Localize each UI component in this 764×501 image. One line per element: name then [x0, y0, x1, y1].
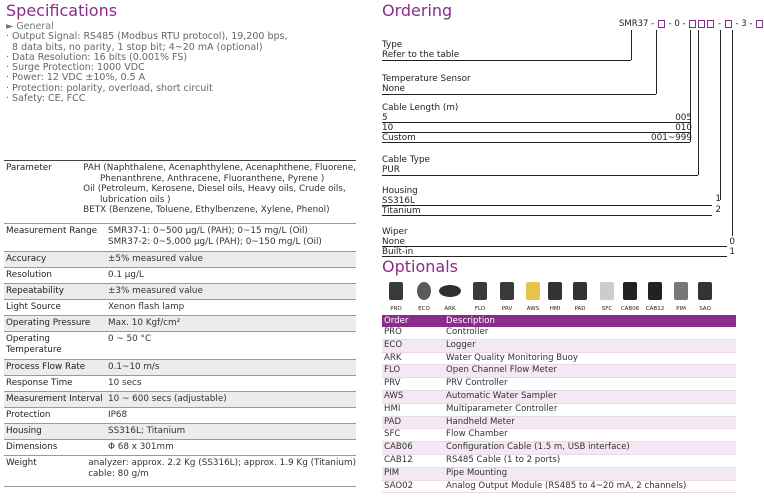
- cable-length-label: Cable Length (m): [382, 103, 459, 113]
- spec-value: 0 ~ 50 °C: [108, 334, 152, 344]
- wiper-builtin-code: 1: [729, 247, 735, 257]
- spec-row: [4, 408, 356, 424]
- optional-description: Analog Output Module (RS485 to 4~20 mA, 2 channels): [446, 480, 687, 491]
- spec-value: IP68: [108, 410, 128, 420]
- housing-titanium: Titanium: [382, 206, 421, 216]
- optional-description: Automatic Water Sampler: [446, 390, 557, 401]
- optional-description: Controller: [446, 327, 489, 337]
- spec-general-heading: ► General: [6, 21, 54, 32]
- spec-key: Measurement Interval: [6, 394, 103, 404]
- icon-label: FLO: [474, 306, 486, 312]
- spec-key: Process Flow Rate: [6, 362, 86, 372]
- icon-label: SFC: [601, 306, 613, 312]
- optional-row: [382, 340, 736, 353]
- sao-icon: [694, 279, 716, 303]
- spec-value: analyzer: approx. 2.2 Kg (SS316L); approx. 1.9 Kg (Titanium): [88, 458, 356, 468]
- spec-row: [4, 332, 356, 360]
- type-ref: Refer to the table: [382, 50, 460, 60]
- cab06-icon: [619, 279, 641, 303]
- spec-key: Operating Pressure: [6, 318, 91, 328]
- cable-type-label: Cable Type: [382, 155, 430, 165]
- optional-row: [382, 442, 736, 455]
- cable-type-pur: PUR: [382, 165, 400, 175]
- spec-bullet: · Protection: polarity, overload, short circuit: [6, 82, 213, 94]
- spec-row: [4, 440, 356, 456]
- spec-value: 10 secs: [108, 378, 142, 388]
- sfc-icon: [596, 279, 618, 303]
- spec-value: BETX (Benzene, Toluene, Ethylbenzene, Xylene, Phenol): [83, 205, 330, 216]
- spec-row: [4, 224, 356, 252]
- spec-value: ±5% measured value: [108, 254, 203, 264]
- optionals-title: Optionals: [382, 257, 458, 276]
- ark-icon: [439, 279, 461, 303]
- specifications-title: Specifications: [6, 1, 118, 20]
- cable-length-10-code: 010: [675, 123, 692, 133]
- spec-value: 10 ~ 600 secs (adjustable): [108, 394, 227, 404]
- optional-code: CAB06: [384, 442, 413, 453]
- optional-description: Open Channel Flow Meter: [446, 365, 557, 376]
- pim-icon: [670, 279, 692, 303]
- spec-value: SMR37-1: 0~500 μg/L (PAH); 0~15 mg/L (Oil): [108, 226, 308, 236]
- optional-row: [382, 353, 736, 366]
- spec-row: [4, 360, 356, 376]
- order-code-mid: - 0 -: [668, 19, 686, 29]
- optional-code: SFC: [384, 429, 401, 440]
- spec-bullet-list: [6, 32, 366, 104]
- spec-summary: [6, 22, 366, 104]
- ordering-title: Ordering: [382, 1, 453, 20]
- spec-key: Housing: [6, 426, 42, 436]
- pad-icon: [569, 279, 591, 303]
- wiper-none-code: 0: [729, 237, 735, 247]
- spec-value: Φ 68 x 301mm: [108, 442, 174, 452]
- spec-key: Light Source: [6, 302, 61, 312]
- wiper-none: None: [382, 237, 405, 247]
- icon-label: PRO: [390, 306, 402, 312]
- optional-description: Logger: [446, 339, 476, 350]
- header-description: Description: [446, 316, 495, 326]
- optional-row: [382, 378, 736, 391]
- spec-value: Phenanthrene, Anthracene, Fluoranthene, Pyrene ): [83, 173, 325, 184]
- optional-row: [382, 455, 736, 468]
- spec-value: ±3% measured value: [108, 286, 203, 296]
- spec-key: Accuracy: [6, 254, 47, 264]
- optional-description: Pipe Mounting: [446, 467, 508, 478]
- optional-description: RS485 Cable (1 to 2 ports): [446, 454, 561, 465]
- optional-code: PRO: [384, 327, 402, 337]
- optional-code: CAB12: [384, 454, 413, 465]
- optional-description: Handheld Meter: [446, 416, 515, 427]
- optional-code: PIM: [384, 467, 400, 478]
- cable-length-5: 5: [382, 113, 388, 123]
- cable-length-10: 10: [382, 123, 394, 133]
- spec-row: [4, 284, 356, 300]
- optional-row: [382, 391, 736, 404]
- pro-icon: [385, 279, 407, 303]
- spec-value: SMR37-2: 0~5,000 μg/L (PAH); 0~150 mg/L (Oil): [108, 236, 322, 247]
- hmi-icon: [544, 279, 566, 303]
- spec-row: [4, 160, 356, 224]
- optional-code: HMI: [384, 403, 401, 414]
- housing-label: Housing: [382, 186, 418, 196]
- code-box-wiper: [756, 20, 763, 28]
- temp-label: Temperature Sensor: [382, 74, 471, 84]
- spec-key: Operating Temperature: [6, 334, 62, 355]
- optional-description: Flow Chamber: [446, 429, 508, 440]
- spec-value: cable: 80 g/m: [88, 468, 149, 479]
- icon-label: AWS: [526, 306, 540, 312]
- optional-row: [382, 429, 736, 442]
- cable-length-5-code: 005: [675, 113, 692, 123]
- spec-bullet: 8 data bits, no parity, 1 stop bit; 4~20 mA (optional): [6, 41, 263, 53]
- wiper-builtin: Built-in: [382, 247, 414, 257]
- spec-bullet: · Surge Protection: 1000 VDC: [6, 62, 145, 74]
- optionals-table-header: [382, 315, 736, 327]
- optional-code: PAD: [384, 416, 402, 427]
- spec-value: Oil (Petroleum, Kerosene, Diesel oils, Heavy oils, Crude oils,: [83, 184, 346, 195]
- optional-code: ARK: [384, 352, 402, 363]
- spec-bullet: · Data Resolution: 16 bits (0.001% FS): [6, 51, 188, 63]
- spec-key: Resolution: [6, 270, 52, 280]
- cable-length-custom-code: 001~999: [651, 133, 692, 143]
- icon-label: CAB12: [645, 306, 665, 312]
- optionals-table: [382, 315, 736, 493]
- housing-titanium-code: 2: [715, 205, 721, 215]
- optional-row: [382, 417, 736, 430]
- optional-description: Configuration Cable (1.5 m, USB interface): [446, 442, 630, 453]
- spec-key: Response Time: [6, 378, 73, 388]
- optional-code: FLO: [384, 365, 401, 376]
- icon-label: CAB06: [620, 306, 640, 312]
- optionals-icon-row: [382, 279, 740, 315]
- flo-icon: [469, 279, 491, 303]
- optional-row: [382, 365, 736, 378]
- cab12-icon: [644, 279, 666, 303]
- spec-value: 0.1 μg/L: [108, 270, 144, 280]
- order-code-prefix: SMR37 -: [619, 19, 655, 29]
- spec-key: Weight: [6, 458, 37, 468]
- housing-ss316l: SS316L: [382, 196, 415, 206]
- order-code-three: - 3 -: [735, 19, 753, 29]
- spec-row: [4, 268, 356, 284]
- optional-code: SAO02: [384, 480, 414, 491]
- optional-row: [382, 327, 736, 340]
- spec-key: Repeatability: [6, 286, 64, 296]
- optional-code: ECO: [384, 339, 403, 350]
- spec-value: Max. 10 Kgf/cm²: [108, 318, 181, 328]
- spec-bullet: · Safety: CE, FCC: [6, 93, 86, 105]
- spec-key: Protection: [6, 410, 51, 420]
- icon-label: PRV: [501, 306, 513, 312]
- optional-description: Multiparameter Controller: [446, 403, 558, 414]
- optional-code: AWS: [384, 390, 404, 401]
- spec-bullet: · Output Signal: RS485 (Modbus RTU protocol), 19,200 bps,: [6, 31, 288, 43]
- spec-value: SS316L; Titanium: [108, 426, 186, 436]
- spec-value: 0.1~10 m/s: [108, 362, 160, 372]
- icon-label: ARK: [444, 306, 456, 312]
- spec-bullet: · Power: 12 VDC ±10%, 0.5 A: [6, 72, 146, 84]
- optional-row: [382, 404, 736, 417]
- spec-value: PAH (Naphthalene, Acenaphthylene, Acenaphthene, Fluorene,: [83, 163, 356, 173]
- spec-row: [4, 316, 356, 332]
- order-code-dash: -: [718, 19, 722, 29]
- spec-row: [4, 376, 356, 392]
- ordering-diagram: [382, 0, 740, 260]
- eco-icon: [413, 279, 435, 303]
- temp-none: None: [382, 84, 405, 94]
- spec-row: [4, 392, 356, 408]
- spec-table: [4, 160, 356, 487]
- header-order: Order: [384, 316, 409, 326]
- icon-label: PIM: [676, 306, 686, 312]
- cable-length-custom: Custom: [382, 133, 416, 143]
- spec-row: [4, 456, 356, 487]
- spec-row: [4, 424, 356, 440]
- optional-row: [382, 468, 736, 481]
- optional-code: PRV: [384, 378, 401, 389]
- spec-key: Measurement Range: [6, 226, 98, 236]
- spec-value: lubrication oils ): [83, 194, 171, 205]
- housing-ss316l-code: 1: [715, 194, 721, 204]
- aws-icon: [522, 279, 544, 303]
- icon-label: SAO: [699, 306, 711, 312]
- spec-row: [4, 252, 356, 268]
- icon-label: PAD: [574, 306, 586, 312]
- spec-row: [4, 300, 356, 316]
- optional-row: [382, 481, 736, 494]
- optional-description: Water Quality Monitoring Buoy: [446, 352, 578, 363]
- prv-icon: [496, 279, 518, 303]
- spec-key: Dimensions: [6, 442, 58, 452]
- spec-value: Xenon flash lamp: [108, 302, 185, 312]
- wiper-label: Wiper: [382, 227, 408, 237]
- icon-label: HMI: [549, 306, 561, 312]
- icon-label: ECO: [418, 306, 430, 312]
- type-label: Type: [382, 40, 403, 50]
- optional-description: PRV Controller: [446, 378, 508, 389]
- spec-key: Parameter: [6, 163, 52, 173]
